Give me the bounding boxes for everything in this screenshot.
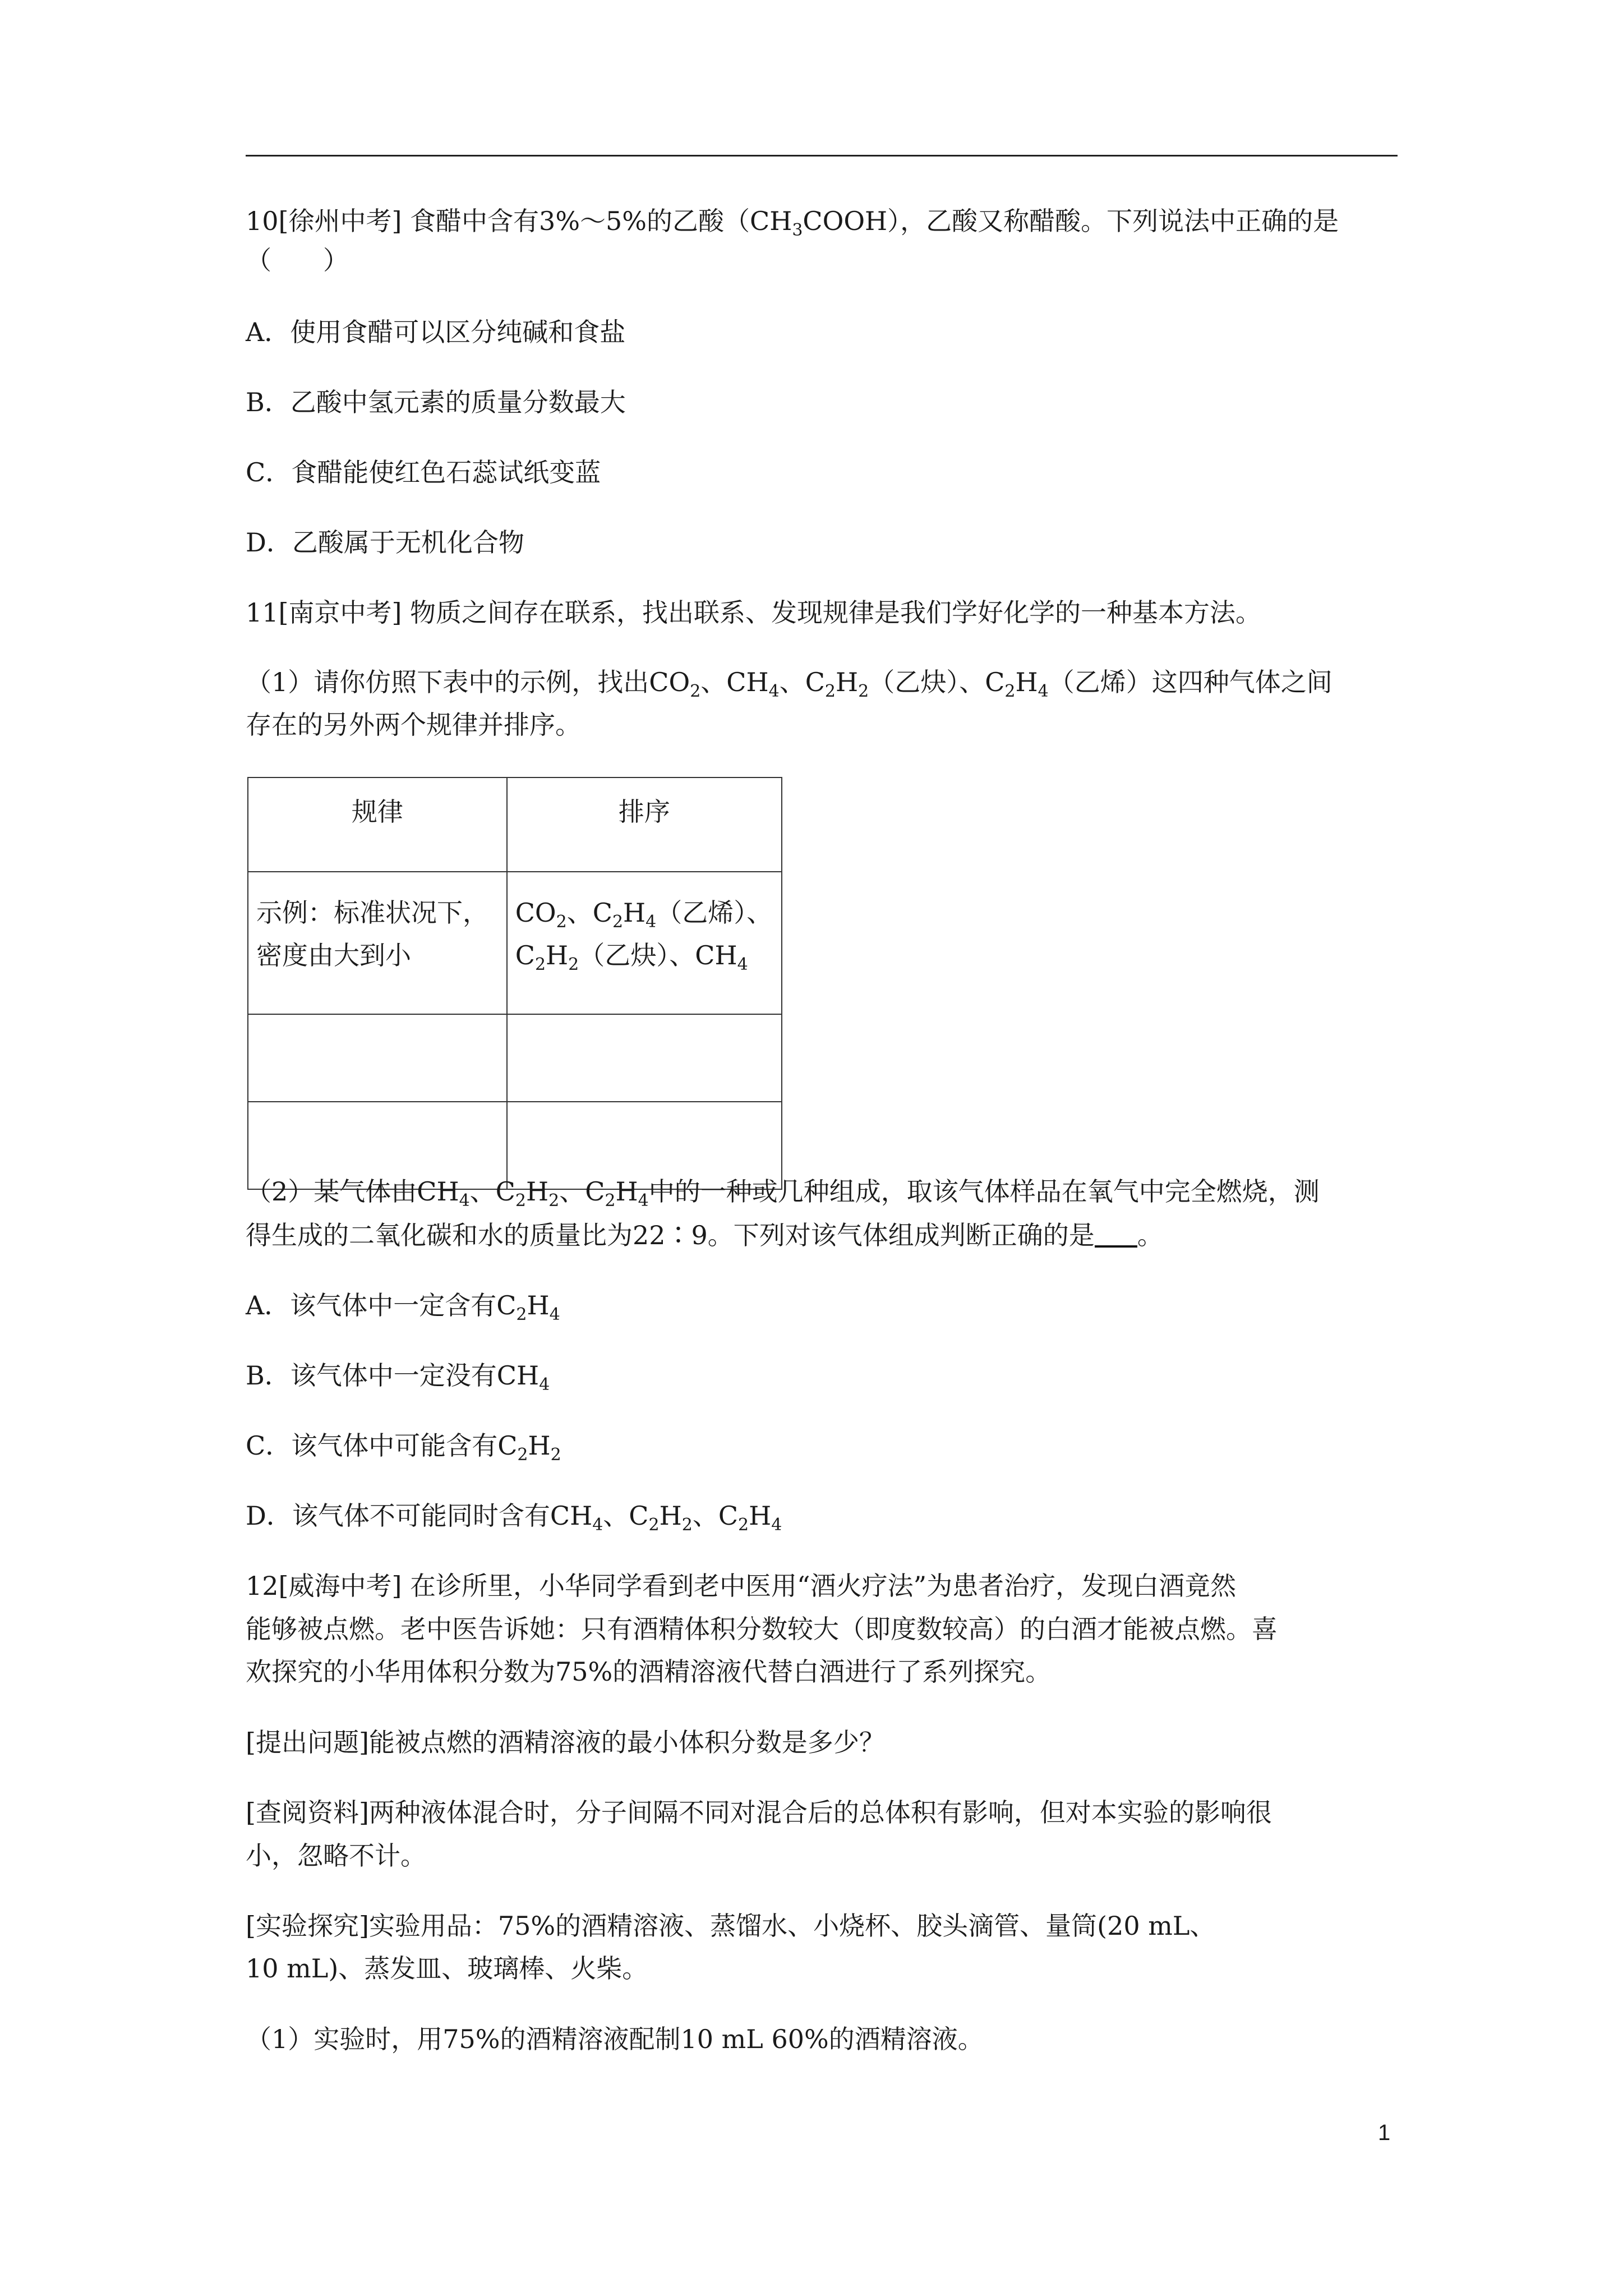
q12-experiment-line2: 10 mL)、蒸发皿、玻璃棒、火柴。	[246, 1953, 648, 1984]
q12-line2: 能够被点燃。老中医告诉她：只有酒精体积分数较大（即度数较高）的白酒才能被点燃。喜	[246, 1614, 1278, 1644]
q10-line2: （ ）	[246, 245, 349, 275]
q11-intro: 11[南京中考] 物质之间存在联系，找出联系、发现规律是我们学好化学的一种基本方法。	[246, 597, 1262, 628]
q11-option-b: B．该气体中一定没有$CH_4$	[246, 1360, 550, 1395]
q12-experiment-line1: [实验探究]实验用品：75%的酒精溶液、蒸馏水、小烧杯、胶头滴管、量筒(20 mL、	[246, 1911, 1216, 1941]
table-row	[248, 1014, 782, 1102]
table-cell-example-rule: 示例：标准状况下， 密度由大到小	[248, 872, 507, 1014]
q10-option-d: D．乙酸属于无机化合物	[246, 527, 524, 558]
q11-part2-line1: （2）某气体由$CH_4$、$C_2H_2$、$C_2H_4$中的一种或几种组成，取该气体样品在氧气中完全燃烧，测	[246, 1176, 1320, 1211]
q11-option-c: C．该气体中可能含有$C_2H_2$	[246, 1430, 561, 1465]
table-cell-empty	[507, 1014, 782, 1102]
q10-line1: 10[徐州中考] 食醋中含有3%～5%的乙酸$(CH_3COOH)$，乙酸又称醋酸。下列说法中正确的是	[246, 206, 1339, 240]
q11-part1-line2: 存在的另外两个规律并排序。	[246, 710, 581, 740]
table-cell-example-order: $CO_2$、$C_2H_4$（乙烯）、 $C_2H_2$（乙炔）、$CH_4$	[507, 872, 782, 1014]
q11-part2-line2: 得生成的二氧化碳和水的质量比为22∶9。下列对该气体组成判断正确的是 。	[246, 1220, 1163, 1250]
table-cell-empty	[248, 1014, 507, 1102]
q12-info-line2: 小，忽略不计。	[246, 1841, 426, 1871]
q12-step1: （1）实验时，用75%的酒精溶液配制10 mL 60%的酒精溶液。	[246, 2024, 984, 2054]
page-number: 1	[1378, 2120, 1391, 2145]
q10-option-a: A．使用食醋可以区分纯碱和食盐	[246, 317, 626, 347]
table-header-order: 排序	[507, 777, 782, 872]
q12-info-line1: [查阅资料]两种液体混合时，分子间隔不同对混合后的总体积有影响，但对本实验的影响很	[246, 1797, 1272, 1828]
table-header-rule: 规律	[248, 777, 507, 872]
table-row	[248, 872, 782, 1014]
rules-table	[247, 777, 782, 1190]
q11-part1-line1: （1）请你仿照下表中的示例，找出$CO_2$、$CH_4$、$C_2H_2$（乙炔）、$C_2H_4$（乙烯）这四种气体之间	[246, 667, 1332, 701]
answer-blank[interactable]	[1095, 1221, 1137, 1248]
q11-option-a: A．该气体中一定含有$C_2H_4$	[246, 1290, 560, 1324]
q10-option-c: C．食醋能使红色石蕊试纸变蓝	[246, 457, 601, 487]
q12-question: [提出问题]能被点燃的酒精溶液的最小体积分数是多少？	[246, 1727, 885, 1757]
q10-option-b: B．乙酸中氢元素的质量分数最大	[246, 387, 626, 417]
header-rule	[246, 155, 1398, 157]
q12-line3: 欢探究的小华用体积分数为75%的酒精溶液代替白酒进行了系列探究。	[246, 1657, 1052, 1687]
q12-line1: 12[威海中考] 在诊所里，小华同学看到老中医用“酒火疗法”为患者治疗，发现白酒竟然	[246, 1571, 1237, 1601]
q11-option-d: D．该气体不可能同时含有$CH_4$、$C_2H_2$、$C_2H_4$	[246, 1501, 782, 1535]
